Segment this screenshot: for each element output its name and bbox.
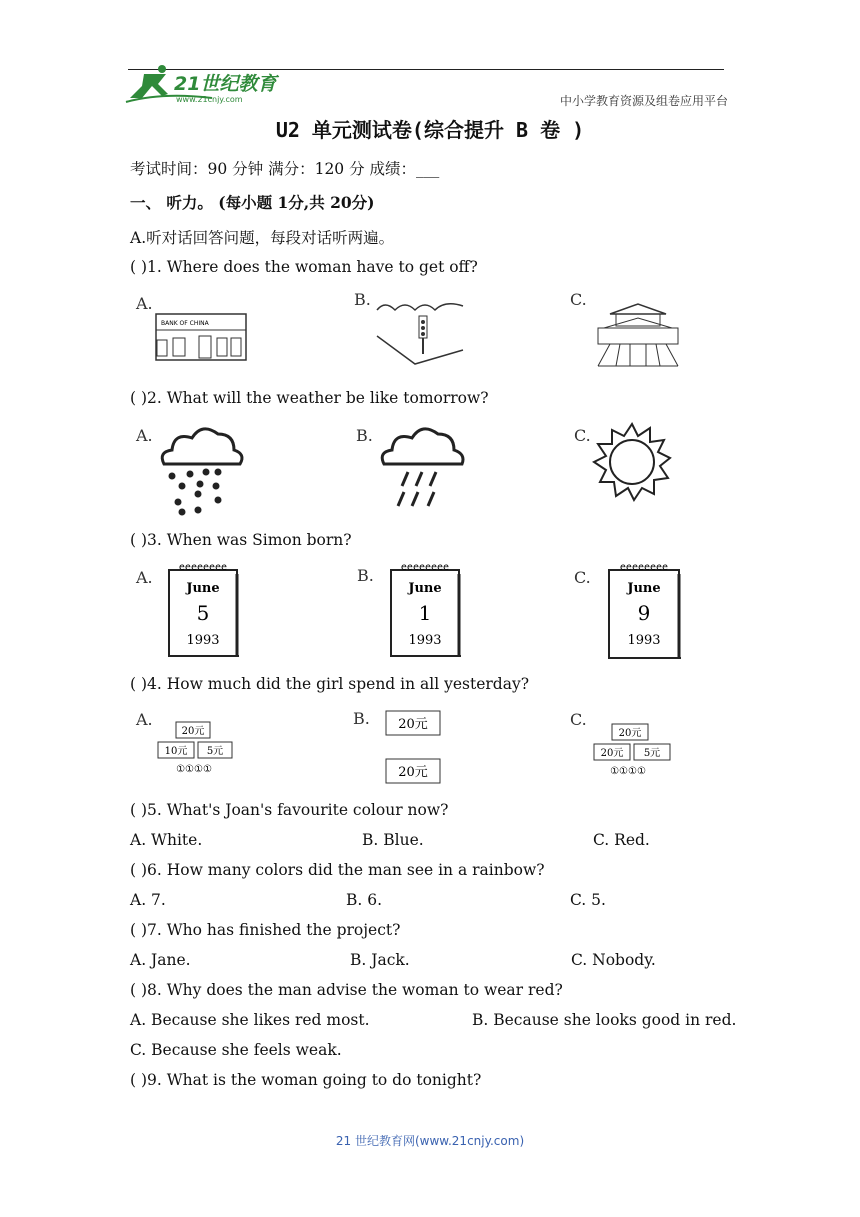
note-b-2: 20元 — [398, 765, 428, 780]
note-c-2: 20元 — [600, 748, 624, 759]
note-a-2: 10元 — [164, 746, 188, 757]
question-6: ( )6. How many colors did the man see in a rainbow? — [130, 861, 545, 879]
calendar-b-month: June — [408, 581, 442, 596]
logo-url: www.21cnjy.com — [176, 95, 243, 104]
calendar-c-icon — [606, 564, 682, 662]
q8-option-b: B. Because she looks good in red. — [472, 1011, 737, 1029]
exam-info: 考试时间：90 分钟 满分：120 分 成绩：___ — [130, 160, 440, 178]
q2-option-b-label: B. — [356, 426, 373, 445]
q4-option-a-label: A. — [136, 710, 153, 729]
logo-text: 21世纪教育 — [174, 73, 277, 95]
q5-option-a: A. White. — [130, 831, 203, 849]
q7-option-b: B. Jack. — [350, 951, 410, 969]
note-c-1: 20元 — [618, 728, 642, 739]
coins-a: ①①①① — [176, 764, 212, 775]
q1-option-c-label: C. — [570, 290, 587, 309]
svg-text:eeeeeeee: eeeeeeee — [619, 564, 669, 573]
runner-logo-icon — [122, 64, 292, 108]
calendar-a-year: 1993 — [186, 633, 220, 648]
q2-option-a-label: A. — [136, 426, 153, 445]
q6-option-b: B. 6. — [346, 891, 383, 909]
calendar-a-day: 5 — [196, 601, 210, 625]
note-c-3: 5元 — [643, 748, 661, 759]
q8-option-a: A. Because she likes red most. — [130, 1011, 370, 1029]
section-instruction: A.听对话回答问题，每段对话听两遍。 — [130, 229, 395, 247]
q5-option-b: B. Blue. — [362, 831, 424, 849]
bank-building-icon — [155, 310, 247, 362]
svg-text:eeeeeeee: eeeeeeee — [400, 564, 450, 573]
note-a-1: 20元 — [181, 726, 205, 737]
coins-c: ①①①① — [610, 766, 646, 777]
calendar-a-icon — [166, 564, 240, 660]
snow-cloud-icon — [158, 420, 246, 516]
q3-option-a-label: A. — [136, 568, 153, 587]
question-2: ( )2. What will the weather be like tomorrow? — [130, 389, 489, 407]
q3-option-b-label: B. — [357, 566, 374, 585]
question-9: ( )9. What is the woman going to do tonight? — [130, 1071, 482, 1089]
money-set-a-icon — [156, 720, 236, 778]
section-heading: 一、 听力。 (每小题 1分,共 20分) — [130, 193, 375, 212]
question-5: ( )5. What's Joan's favourite colour now? — [130, 801, 449, 819]
calendar-a-month: June — [186, 581, 220, 596]
money-set-c-icon — [592, 722, 674, 780]
calendar-c-year: 1993 — [627, 633, 661, 648]
question-4: ( )4. How much did the girl spend in all yesterday? — [130, 675, 530, 693]
money-set-b-icon — [384, 709, 444, 787]
page-title: U2 单元测试卷(综合提升 B 卷 ) — [275, 118, 585, 142]
street-traffic-light-icon — [375, 296, 465, 368]
calendar-b-year: 1993 — [408, 633, 442, 648]
question-3: ( )3. When was Simon born? — [130, 531, 352, 549]
q1-option-b-label: B. — [354, 290, 371, 309]
svg-text:eeeeeeee: eeeeeeee — [178, 564, 228, 573]
question-8: ( )8. Why does the man advise the woman to wear red? — [130, 981, 563, 999]
q6-option-c: C. 5. — [570, 891, 606, 909]
platform-label: 中小学教育资源及组卷应用平台 — [559, 94, 728, 108]
calendar-c-month: June — [627, 581, 661, 596]
q1-option-a-label: A. — [136, 294, 153, 313]
note-a-3: 5元 — [206, 746, 224, 757]
q3-option-c-label: C. — [574, 568, 591, 587]
q2-option-c-label: C. — [574, 426, 591, 445]
rain-cloud-icon — [378, 420, 468, 516]
bank-sign: BANK OF CHINA — [161, 320, 209, 327]
site-logo — [122, 64, 292, 108]
question-1: ( )1. Where does the woman have to get off? — [130, 258, 478, 276]
sun-icon — [592, 422, 672, 502]
calendar-b-icon — [388, 564, 462, 660]
tiananmen-gate-icon — [590, 302, 686, 368]
q4-option-b-label: B. — [353, 709, 370, 728]
calendar-b-day: 1 — [418, 601, 432, 625]
q8-option-c: C. Because she feels weak. — [130, 1041, 342, 1059]
question-7: ( )7. Who has finished the project? — [130, 921, 401, 939]
calendar-c-day: 9 — [637, 601, 651, 625]
q7-option-c: C. Nobody. — [571, 951, 656, 969]
footer-link[interactable]: 21 世纪教育网(www.21cnjy.com) — [335, 1134, 525, 1148]
q5-option-c: C. Red. — [593, 831, 650, 849]
q7-option-a: A. Jane. — [130, 951, 191, 969]
note-b-1: 20元 — [398, 717, 428, 732]
q4-option-c-label: C. — [570, 710, 587, 729]
q6-option-a: A. 7. — [130, 891, 166, 909]
